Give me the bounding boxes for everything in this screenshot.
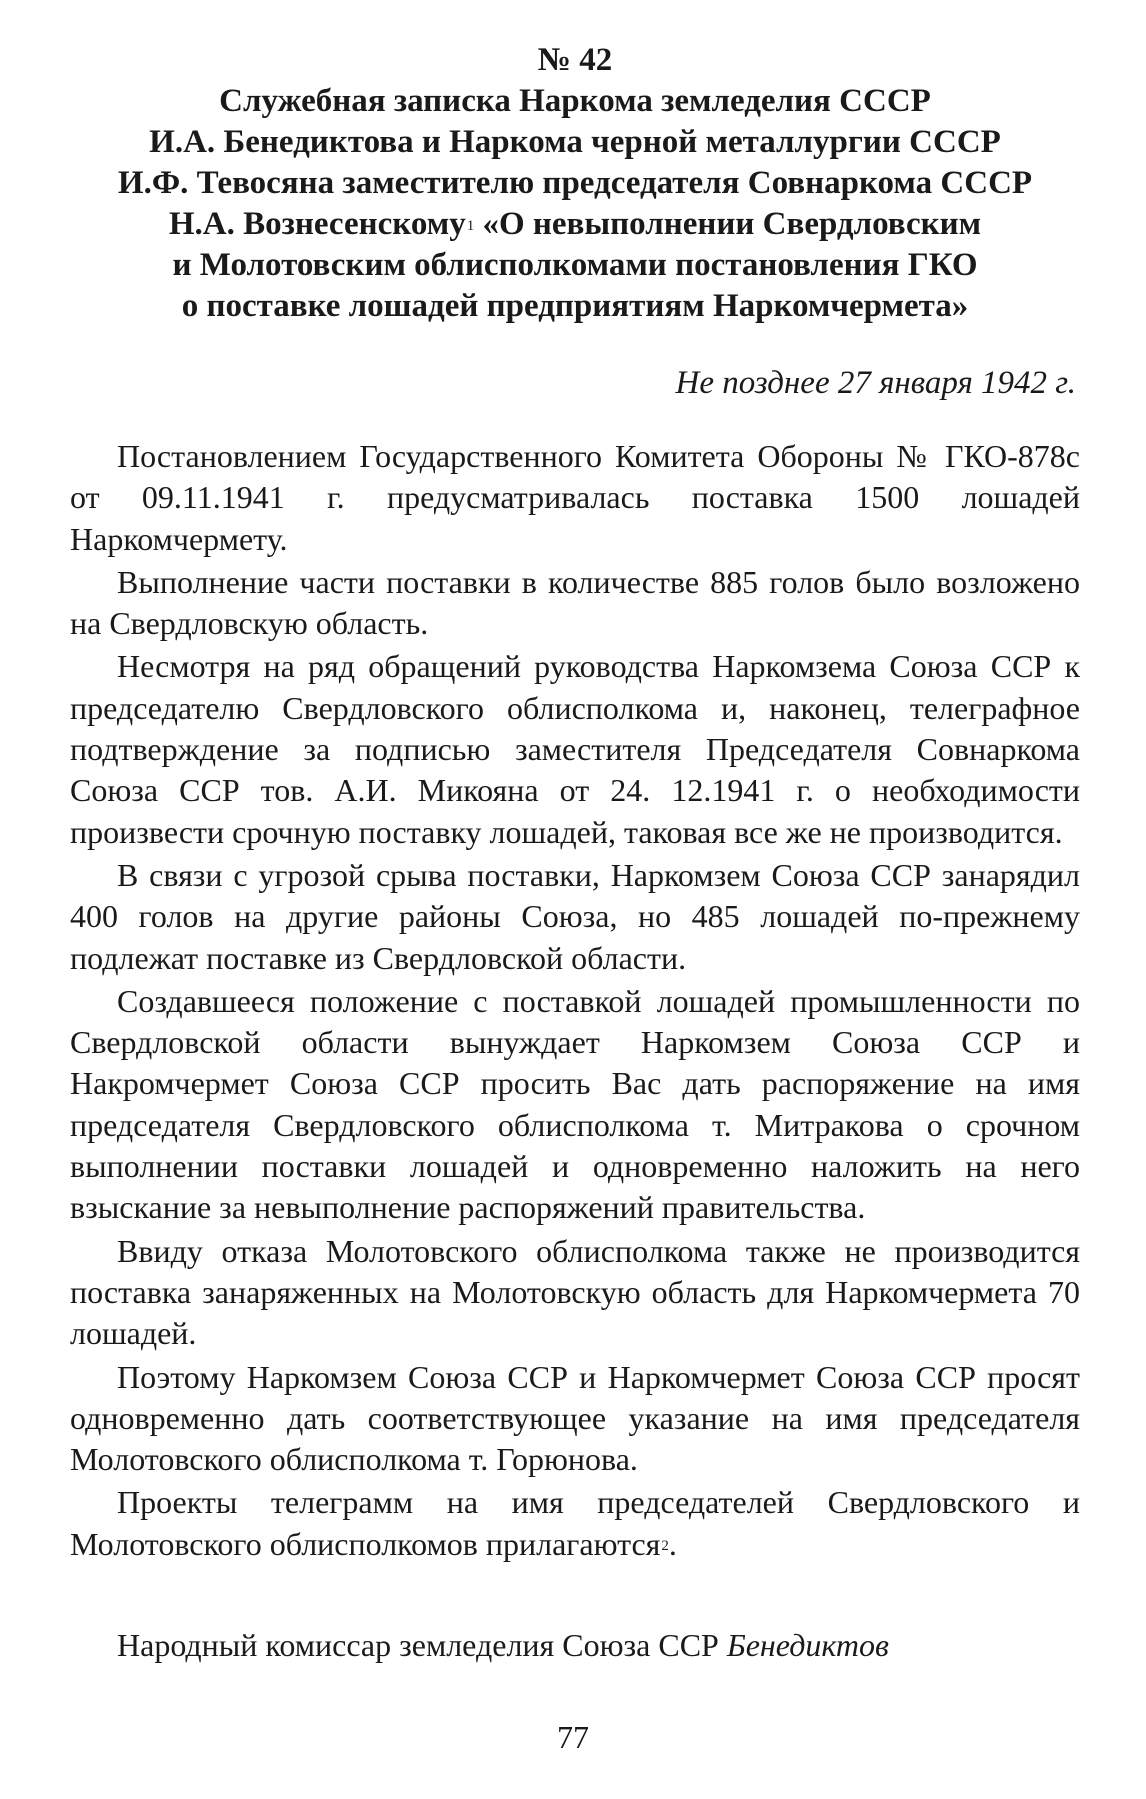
paragraph-last <box>70 1482 1080 1565</box>
paragraph: Выполнение части поставки в количестве 885 голов было возложено на Свердловскую область. <box>70 563 1080 642</box>
page-number: 77 <box>557 1719 589 1755</box>
title-line: Служебная записка Наркома земледелия СССР <box>219 83 931 119</box>
document-date: Не позднее 27 января 1942 г. <box>675 365 1076 401</box>
paragraph: Создавшееся положение с поставкой лошадей промышленности по Свердловской области вынуждает Наркомзем Союза ССР и Накромчермет Союза ССР просить Вас дать распоряжение на имя председателя Свердловского облисполкома т. Митракова о срочном выполнении поставки лошадей и одновременно наложить на него взыскание за невыполнение распоряжений правительства. <box>70 982 1080 1226</box>
title-line: и Молотовским облисполкомами постановления ГКО <box>172 247 978 283</box>
title-line <box>70 204 1080 245</box>
paragraph: Постановлением Государственного Комитета Обороны № ГКО-878с от 09.11.1941 г. предусматривалась поставка 1500 лошадей Наркомчермету. <box>70 438 1080 557</box>
footnote-marker[interactable]: 2 <box>661 1537 669 1554</box>
signature-title: Народный комиссар земледелия Союза ССР <box>117 1627 719 1664</box>
paragraph-text: Проекты телеграмм на имя председателей Свердловского и Молотовского облисполкомов прилагаются <box>70 1484 1080 1562</box>
title-subject-start: «О невыполнении Свердловским <box>482 206 982 242</box>
document-page <box>70 40 1080 1666</box>
title-line: о поставке лошадей предприятиям Наркомчермета» <box>181 288 969 324</box>
signature-name: Бенедиктов <box>726 1627 889 1664</box>
title-addressee: Н.А. Вознесенскому <box>168 206 466 242</box>
signature-block <box>70 1625 1080 1666</box>
paragraph: Поэтому Наркомзем Союза ССР и Наркомчермет Союза ССР просят одновременно дать соответствующее указание на имя председателя Молотовского облисполкома т. Горюнова. <box>70 1358 1080 1478</box>
footnote-marker[interactable]: 1 <box>466 218 475 234</box>
document-body <box>70 436 1080 1565</box>
title-line: И.Ф. Тевосяна заместителю председателя Совнаркома СССР <box>117 165 1033 201</box>
paragraph: Несмотря на ряд обращений руководства Наркомзема Союза ССР к председателю Свердловского облисполкома и, наконец, телеграфное подтверждение за подписью заместителя Председателя Совнаркома Союза ССР тов. А.И. Микояна от 24. 12.1941 г. о необходимости произвести срочную поставку лошадей, таковая все же не производится. <box>70 648 1080 850</box>
paragraph-end: . <box>668 1525 677 1562</box>
paragraph: В связи с угрозой срыва поставки, Наркомзем Союза ССР занарядил 400 голов на другие районы Союза, но 485 лошадей по-прежнему подлежат поставке из Свердловской области. <box>70 856 1080 976</box>
title-line: И.А. Бенедиктова и Наркома черной металлургии СССР <box>149 124 1001 160</box>
document-number: № 42 <box>537 42 613 78</box>
document-header <box>70 40 1080 327</box>
paragraph: Ввиду отказа Молотовского облисполкома также не производится поставка занаряженных на Молотовскую область для Наркомчермета 70 лошадей. <box>70 1232 1080 1352</box>
